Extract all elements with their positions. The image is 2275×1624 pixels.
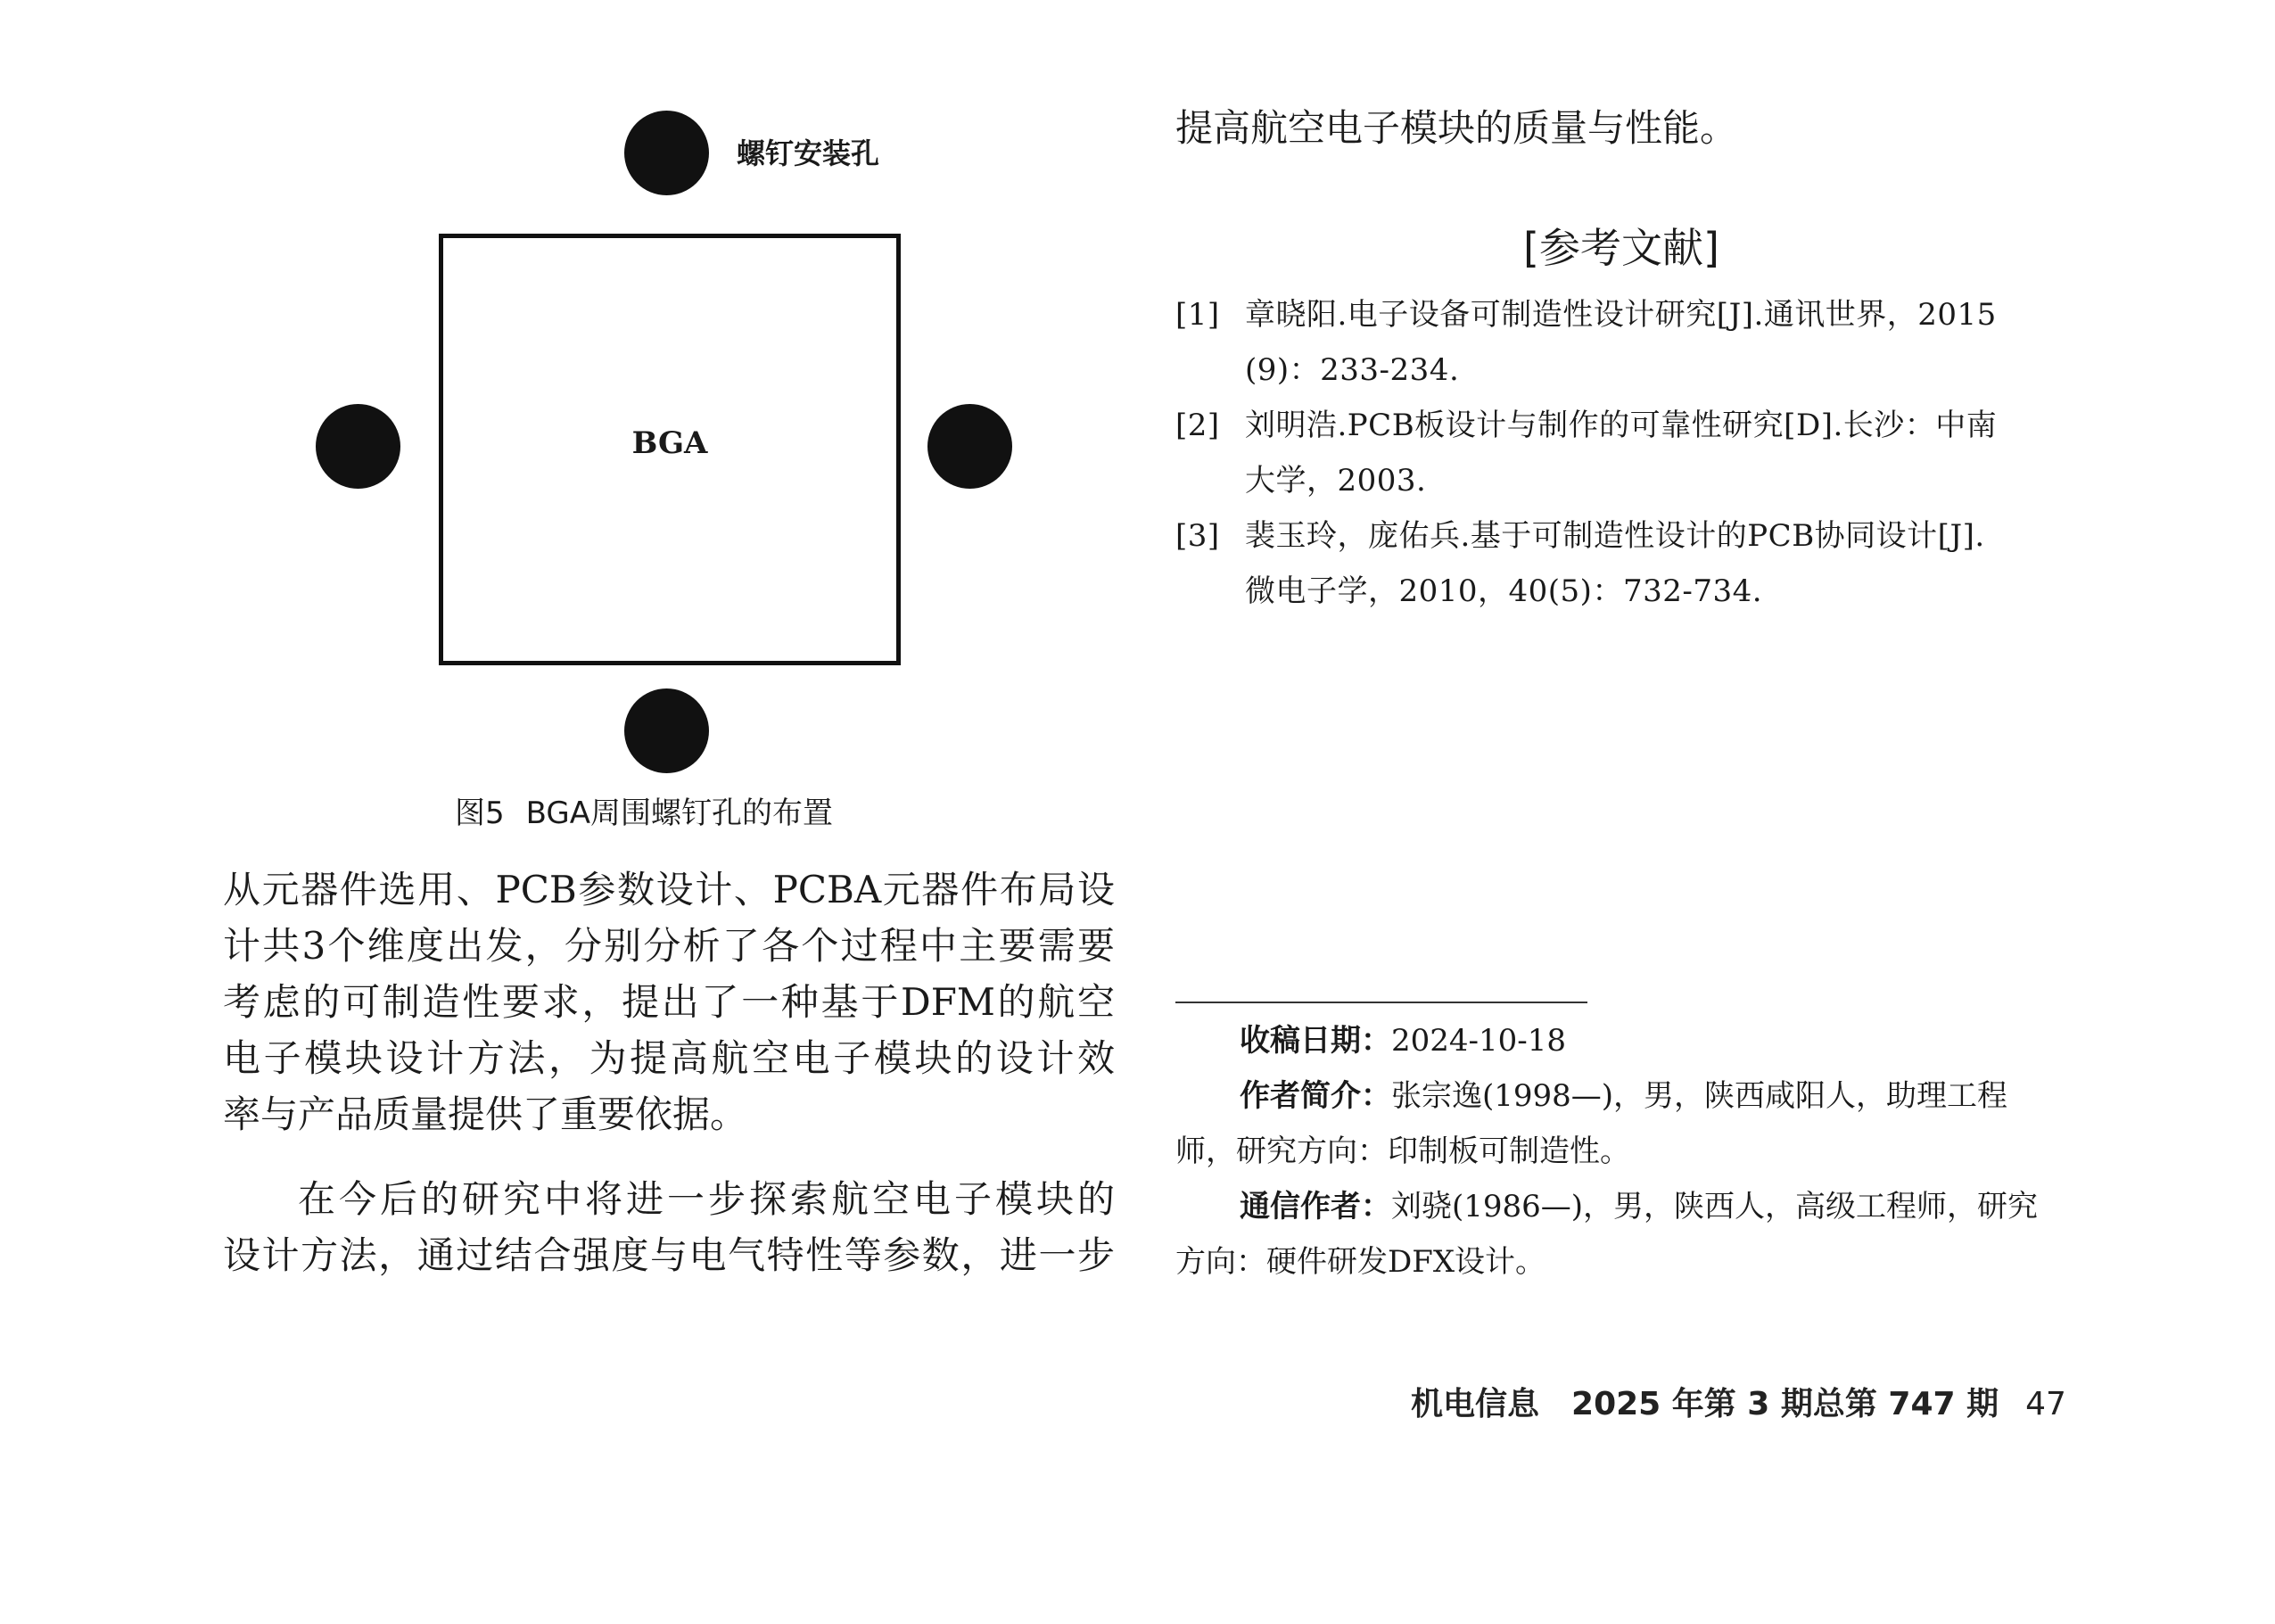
screw-hole-right: [927, 404, 1012, 489]
author-bio-value: 张宗逸(1998—)，男，陕西咸阳人，助理工程: [1391, 1078, 2008, 1114]
received-date-key: 收稿日期：: [1240, 1023, 1391, 1059]
text-line: 率与产品质量提供了重要依据。: [223, 1092, 748, 1136]
text-line: 设计方法，通过结合强度与电气特性等参数，进一步: [223, 1233, 1115, 1277]
conclusion-continuation: 提高航空电子模块的质量与性能。: [1175, 106, 1738, 150]
running-footer: [1411, 1382, 2066, 1427]
corresponding-author: [1175, 1179, 2067, 1234]
received-date-value: 2024-10-18: [1391, 1023, 1567, 1059]
text-line: 考虑的可制造性要求，提出了一种基于DFM的航空: [223, 980, 1115, 1024]
screw-hole-bottom: [624, 688, 709, 773]
conclusion-paragraph-1: [223, 861, 1115, 1142]
reference-text: 裴玉玲，庞佑兵.基于可制造性设计的PCB协同设计[J].: [1245, 518, 1985, 554]
text-line: 计共3个维度出发，分别分析了各个过程中主要需要: [223, 924, 1115, 968]
bga-label: BGA: [631, 425, 708, 461]
reference-tag: [1]: [1175, 297, 1220, 333]
footnote-divider: [1175, 1002, 1587, 1003]
text-line: 电子模块设计方法，为提高航空电子模块的设计效: [223, 1036, 1115, 1080]
screw-hole-left: [316, 404, 400, 489]
page-number: 47: [2025, 1386, 2066, 1422]
author-bio: [1175, 1068, 2067, 1124]
reference-text: 大学，2003.: [1245, 463, 1427, 499]
reference-tag: [2]: [1175, 408, 1220, 443]
text-line: 在今后的研究中将进一步探索航空电子模块的: [298, 1177, 1115, 1221]
figure-caption: [455, 794, 833, 833]
author-bio-cont: 师，研究方向：印制板可制造性。: [1175, 1134, 1630, 1169]
text-line: 从元器件选用、PCB参数设计、PCBA元器件布局设: [223, 868, 1115, 911]
reference-tag: [3]: [1175, 518, 1220, 554]
screw-hole-label: 螺钉安装孔: [737, 136, 880, 170]
received-date: [1175, 1013, 2067, 1068]
reference-item: [1175, 398, 2067, 508]
author-bio-key: 作者简介：: [1240, 1078, 1391, 1114]
journal-name: 机电信息: [1411, 1386, 1540, 1422]
reference-text: 微电子学，2010，40(5)：732-734.: [1245, 573, 1763, 609]
corresponding-author-value: 刘骁(1986—)，男，陕西人，高级工程师，研究: [1391, 1189, 2039, 1224]
reference-text: (9)：233-234.: [1245, 352, 1460, 388]
conclusion-paragraph-2: [223, 1171, 1115, 1283]
issue-info: 2025 年第 3 期总第 747 期: [1571, 1386, 1999, 1422]
screw-hole-top: [624, 111, 709, 195]
reference-item: [1175, 287, 2067, 398]
reference-text: 刘明浩.PCB板设计与制作的可靠性研究[D].长沙：中南: [1245, 408, 1998, 443]
bga-package: [439, 234, 901, 665]
figure-caption-number: 图5: [455, 796, 505, 831]
corresponding-author-cont: 方向：硬件研发DFX设计。: [1175, 1244, 1546, 1280]
corresponding-author-key: 通信作者：: [1240, 1189, 1391, 1224]
reference-text: 章晓阳.电子设备可制造性设计研究[J].通讯世界，2015: [1245, 297, 1997, 333]
reference-item: [1175, 508, 2067, 619]
references-heading: [参考文献]: [1523, 224, 1719, 272]
figure-caption-text: BGA周围螺钉孔的布置: [525, 796, 833, 831]
